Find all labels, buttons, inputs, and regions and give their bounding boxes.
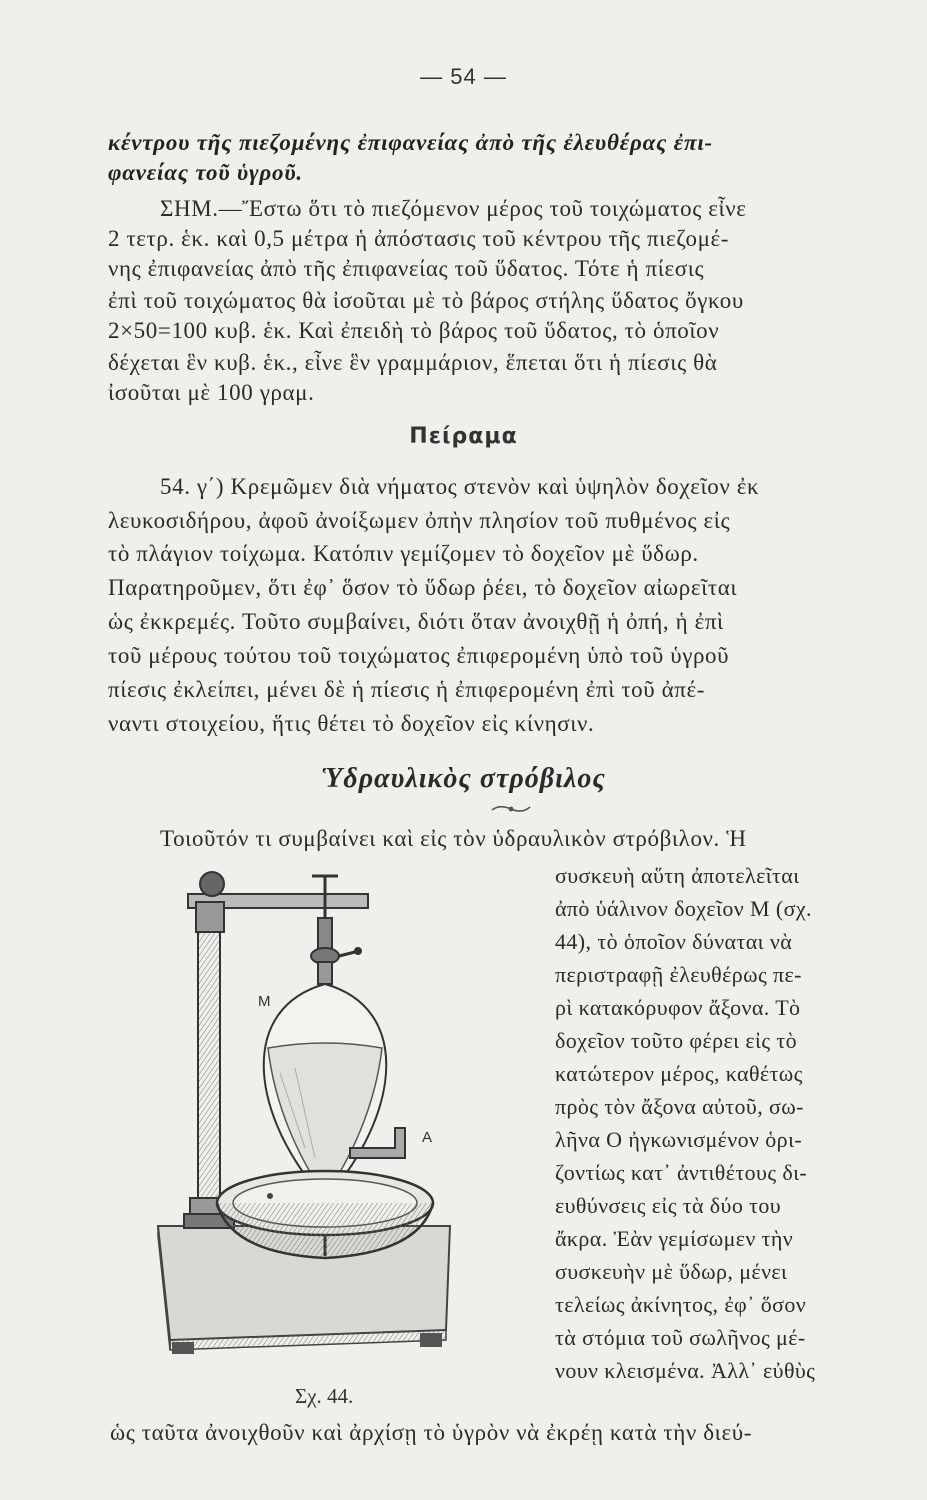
text-line: συσκευὴ αὕτη ἀποτελεῖται — [555, 863, 800, 888]
text-line: τὰ στόμια τοῦ σωλῆνος μέ- — [555, 1325, 806, 1350]
text-line: ἄκρα. Ἐὰν γεμίσωμεν τὴν — [555, 1226, 794, 1251]
text-line: λῆνα Ο ἠγκωνισμένον ὁρι- — [555, 1127, 803, 1152]
text-line: ευθύνσεις εἰς τὰ δύο του — [555, 1193, 782, 1218]
text-line: ἰσοῦται μὲ 100 γραμ. — [108, 380, 315, 405]
text-line: 44), τὸ ὁποῖον δύναται νὰ — [555, 929, 793, 954]
text-line: 2 τετρ. ἑκ. καὶ 0,5 μέτρα ἡ ἀπόστασις τοῦ κέντρου τῆς πιεζομέ- — [108, 226, 730, 251]
text-line: 2×50=100 κυβ. ἑκ. Καὶ ἐπειδὴ τὸ βάρος τοῦ ὕδατος, τὸ ὁποῖον — [108, 318, 720, 343]
text-line: τὸ πλάγιον τοίχωμα. Κατόπιν γεμίζομεν τὸ δοχεῖον μὲ ὕδωρ. — [108, 541, 699, 566]
text-line: ΣΗΜ.—Ἔστω ὅτι τὸ πιεζόμενον μέρος τοῦ τοιχώματος εἶνε — [160, 196, 747, 221]
text-line: ζοντίως κατ᾽ ἀντιθέτους δι- — [555, 1160, 808, 1185]
text-line: νουν κλεισμένα. Ἀλλ᾽ εὐθὺς — [555, 1358, 816, 1383]
figure-label-m: Μ — [258, 993, 271, 1010]
text-line: πίεσις ἐκλείπει, μένει δὲ ἡ πίεσις ἡ ἐπιφερομένη ἐπὶ τοῦ ἀπέ- — [108, 677, 705, 702]
text-line: κέντρου τῆς πιεζομένης ἐπιφανείας ἀπὸ τῆς ἐλευθέρας ἐπι- — [108, 130, 713, 155]
section-heading-experiment: Πείραμα — [409, 424, 518, 449]
text-line: τοῦ μέρους τούτου τοῦ τοιχώματος ἐπιφερομένη ὑπὸ τοῦ ὑγροῦ — [108, 643, 730, 668]
figure-label-a: Α — [422, 1129, 433, 1146]
text-line: νης ἐπιφανείας ἀπὸ τῆς ἐπιφανείας τοῦ ὕδατος. Τότε ἡ πίεσις — [108, 256, 705, 281]
page-number: — 54 — — [420, 64, 507, 89]
text-line: κατώτερον μέρος, καθέτως — [555, 1061, 803, 1086]
text-line: ἐπὶ τοῦ τοιχώματος θὰ ἰσοῦται μὲ τὸ βάρος στήλης ὕδατος ὄγκου — [108, 288, 744, 313]
text-line: ἀπὸ ὑάλινον δοχεῖον Μ (σχ. — [555, 896, 812, 921]
text-line: δοχεῖον τοῦτο φέρει εἰς τὸ — [555, 1028, 797, 1053]
text-line: συσκευὴν μὲ ὕδωρ, μένει — [555, 1259, 788, 1284]
text-line: περιστραφῇ ἐλευθέρως πε- — [555, 962, 802, 987]
text-line: λευκοσιδήρου, ἀφοῦ ἀνοίξωμεν ὀπὴν πλησίον τοῦ πυθμένος εἰς — [108, 508, 731, 533]
text-line: ὡς ἐκκρεμές. Τοῦτο συμβαίνει, διότι ὅταν ἀνοιχθῇ ἡ ὀπή, ἡ ἐπὶ — [108, 609, 724, 634]
text-line: Παρατηροῦμεν, ὅτι ἐφ᾽ ὅσον τὸ ὕδωρ ῥέει, τὸ δοχεῖον αἰωρεῖται — [108, 575, 738, 600]
text-line: δέχεται ἓν κυβ. ἑκ., εἶνε ἓν γραμμάριον, ἕπεται ὅτι ἡ πίεσις θὰ — [108, 350, 718, 375]
text-line: ρὶ κατακόρυφον ἄξονα. Τὸ — [555, 995, 801, 1020]
section-heading-turbine: Ὑδραυλικὸς στρόβιλος — [321, 763, 606, 794]
ornament-icon — [490, 802, 532, 816]
text-line: τελείως ἀκίνητος, ἐφ᾽ ὅσον — [555, 1292, 807, 1317]
text-line: πρὸς τὸν ἄξονα αὐτοῦ, σω- — [555, 1094, 804, 1119]
text-line: ὡς ταῦτα ἀνοιχθοῦν καὶ ἀρχίσῃ τὸ ὑγρὸν νὰ ἐκρέῃ κατὰ τὴν διεύ- — [110, 1420, 752, 1445]
hydraulic-turbine-figure — [150, 858, 540, 1378]
figure-caption: Σχ. 44. — [295, 1384, 354, 1408]
text-line: φανείας τοῦ ὑγροῦ. — [108, 160, 303, 185]
text-line: 54. γ΄) Κρεμῶμεν διὰ νήματος στενὸν καὶ ὑψηλὸν δοχεῖον ἐκ — [160, 474, 760, 499]
text-line: ναντι στοιχείου, ἥτις θέτει τὸ δοχεῖον εἰς κίνησιν. — [108, 711, 595, 736]
text-line: Τοιοῦτόν τι συμβαίνει καὶ εἰς τὸν ὑδραυλικὸν στρόβιλον. Ἡ — [160, 826, 747, 851]
